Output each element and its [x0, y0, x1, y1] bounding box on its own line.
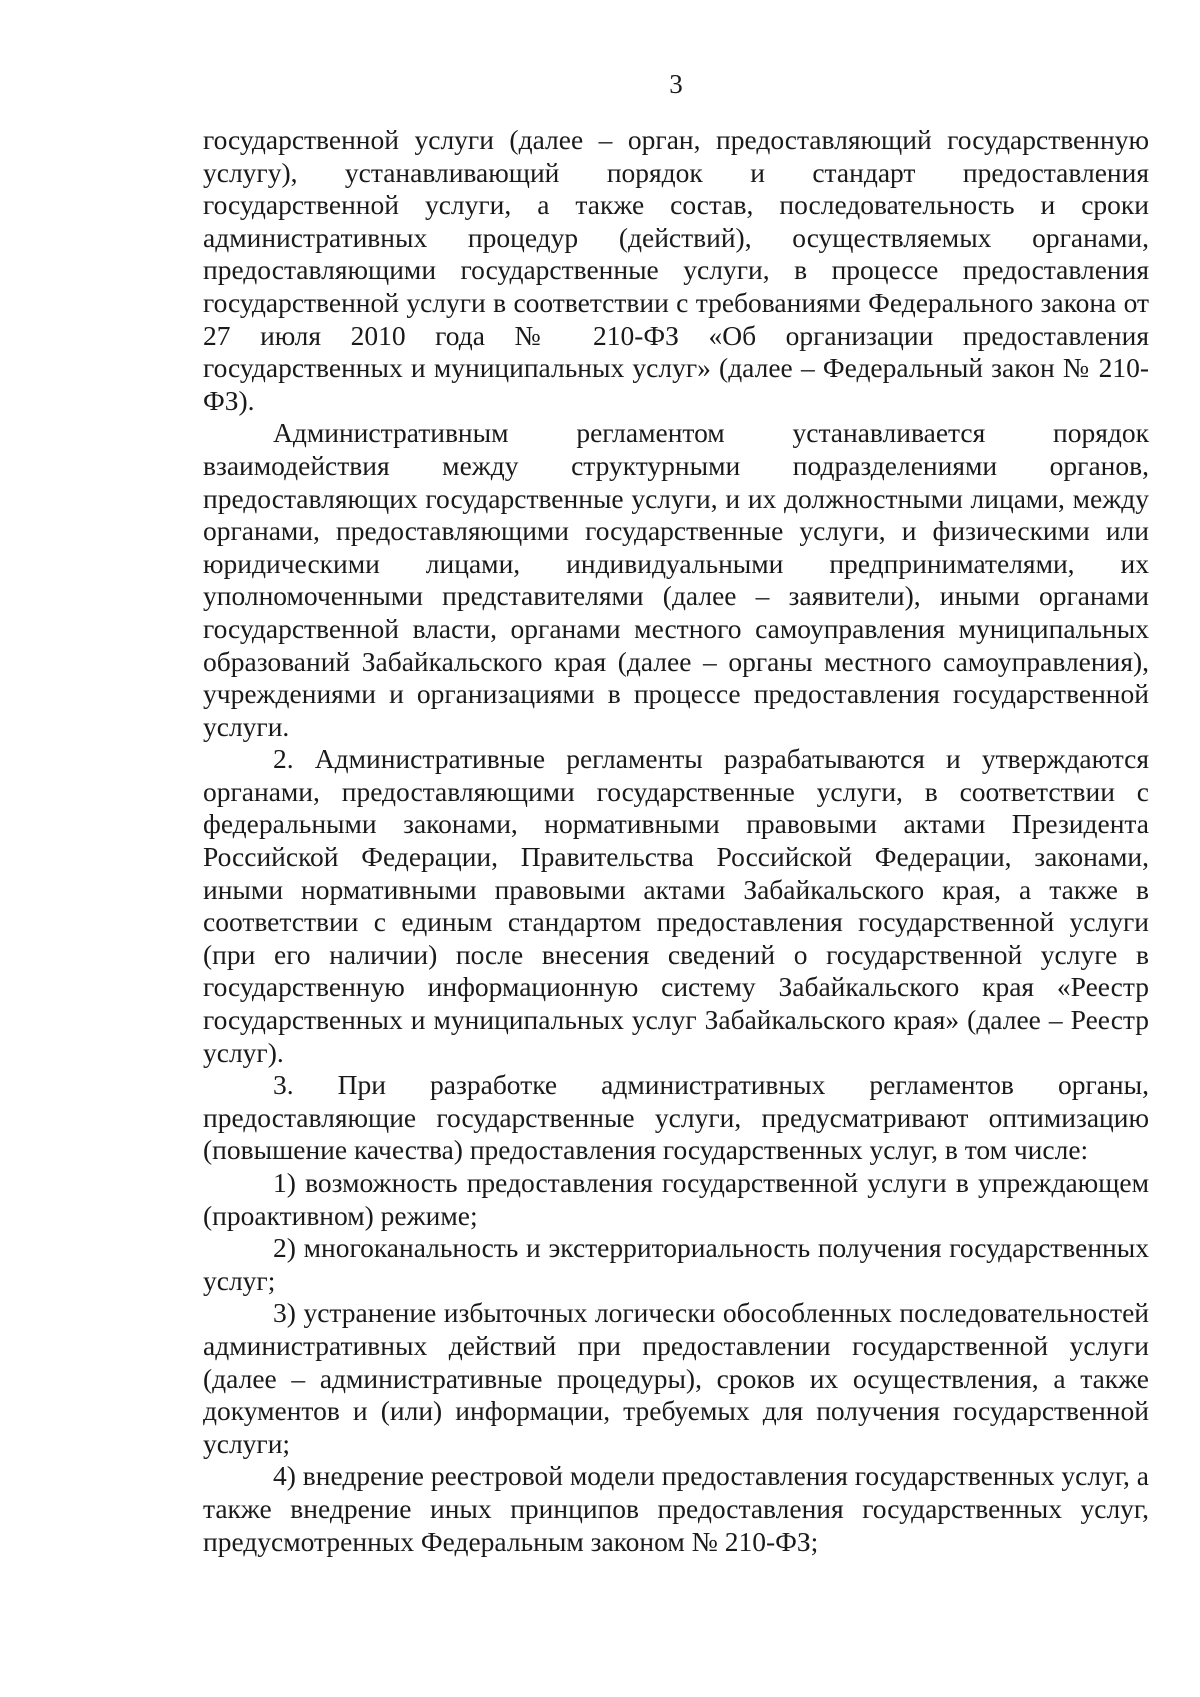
paragraph-regulation-scope: Административным регламентом устанавливается порядок взаимодействия между структурными подразделениями органов, предоставляющих государственные услуги, и их должностными лицами, между органами, предоставляющими государственные услуги, и физическими или юридическими лицами, индивидуальными предпринимателями, их уполномоченными представителями (далее – заявители), иными органами государственной власти, органами местного самоуправления муниципальных образований Забайкальского края (далее – органы местного самоуправления), учреждениями и организациями в процессе предоставления государственной услуги. [203, 417, 1149, 742]
paragraph-continuation: государственной услуги (далее – орган, предоставляющий государственную услугу), устанавливающий порядок и стандарт предоставления государственной услуги, а также состав, последовательность и сроки административных процедур (действий), осуществляемых органами, предоставляющими государственные услуги, в процессе предоставления государственной услуги в соответствии с требованиями Федерального закона от 27 июля 2010 года № 210-ФЗ «Об организации предоставления государственных и муниципальных услуг» (далее – Федеральный закон № 210-ФЗ). [203, 124, 1149, 416]
subitem-4: 4) внедрение реестровой модели предоставления государственных услуг, а также внедрение иных принципов предоставления государственных услуг, предусмотренных Федеральным законом № 210-ФЗ; [203, 1460, 1149, 1557]
paragraph-item-2: 2. Административные регламенты разрабатываются и утверждаются органами, предоставляющими государственные услуги, в соответствии с федеральными законами, нормативными правовыми актами Президента Российской Федерации, Правительства Российской Федерации, законами, иными нормативными правовыми актами Забайкальского края, а также в соответствии с единым стандартом предоставления государственной услуги (при его наличии) после внесения сведений о государственной услуге в государственную информационную систему Забайкальского края «Реестр государственных и муниципальных услуг Забайкальского края» (далее – Реестр услуг). [203, 743, 1149, 1068]
paragraph-item-3: 3. При разработке административных регламентов органы, предоставляющие государственные услуги, предусматривают оптимизацию (повышение качества) предоставления государственных услуг, в том числе: [203, 1069, 1149, 1166]
subitem-2: 2) многоканальность и экстерриториальность получения государственных услуг; [203, 1232, 1149, 1296]
subitem-3: 3) устранение избыточных логически обособленных последовательностей административных действий при предоставлении государственной услуги (далее – административные процедуры), сроков их осуществления, а также документов и (или) информации, требуемых для получения государственной услуги; [203, 1297, 1149, 1459]
page-number: 3 [669, 69, 683, 99]
subitem-1: 1) возможность предоставления государственной услуги в упреждающем (проактивном) режиме; [203, 1167, 1149, 1231]
document-body [203, 124, 1149, 1558]
